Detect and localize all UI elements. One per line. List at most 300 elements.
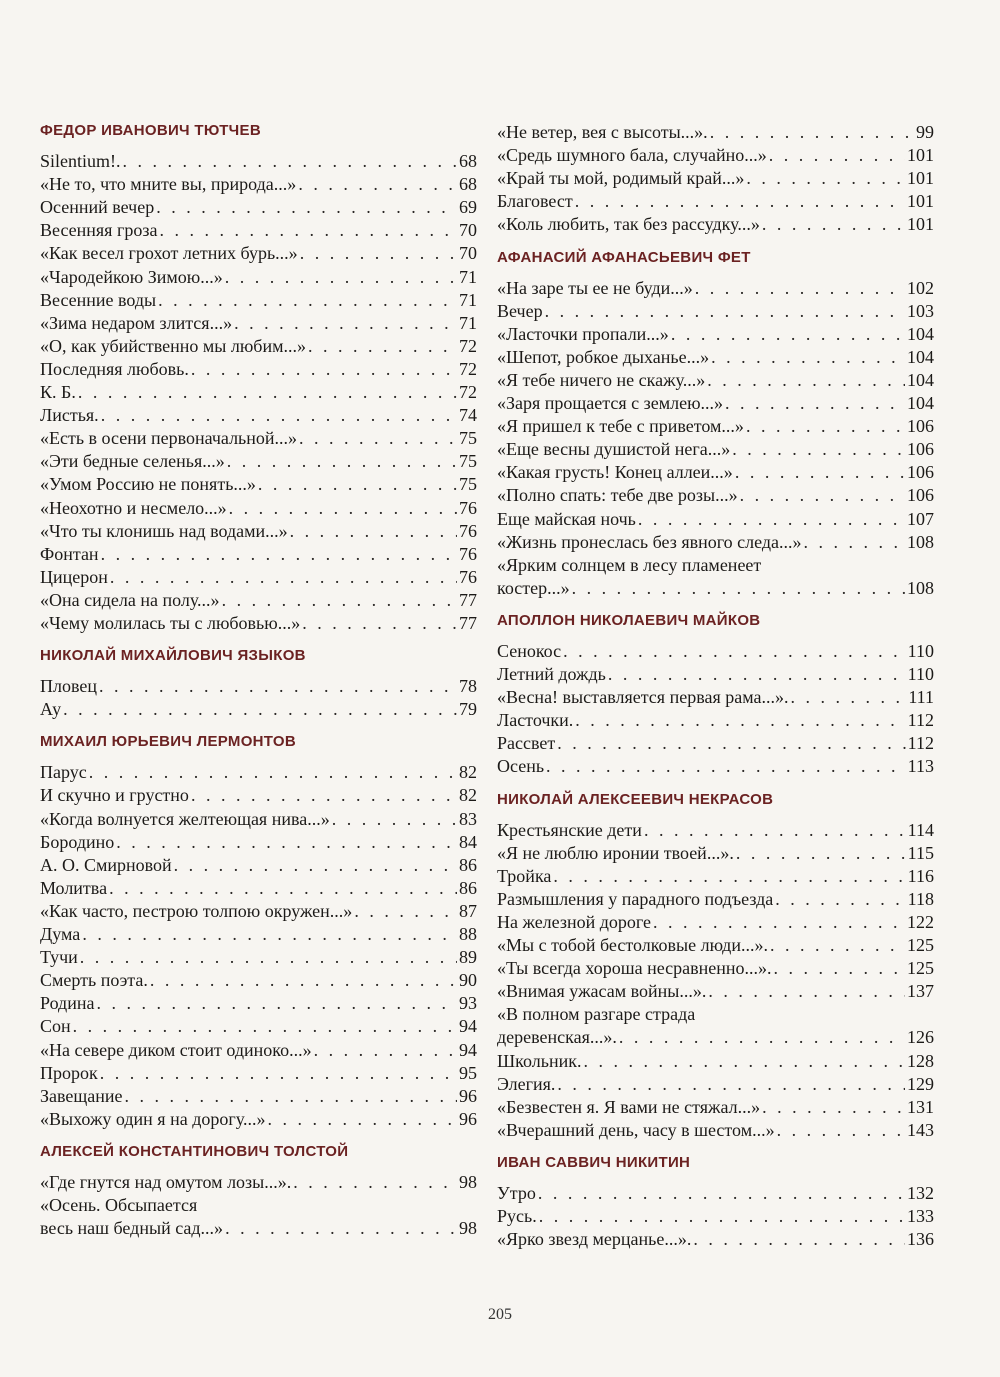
toc-entry-page: 75 bbox=[459, 474, 477, 495]
toc-entry[interactable] bbox=[497, 888, 934, 911]
dot-leader bbox=[583, 1050, 905, 1073]
toc-entry-title: «Безвестен я. Я вами не стяжал...» bbox=[497, 1096, 761, 1117]
toc-entry[interactable] bbox=[497, 369, 934, 392]
dot-leader bbox=[109, 877, 457, 900]
toc-entry[interactable] bbox=[497, 1026, 934, 1049]
dot-leader bbox=[78, 381, 457, 404]
toc-entry-page: 113 bbox=[907, 756, 934, 777]
toc-entry-title: Родина bbox=[40, 993, 95, 1014]
toc-entry-title: Осенний вечер bbox=[40, 197, 155, 218]
toc-entry[interactable] bbox=[497, 1119, 934, 1142]
toc-entry[interactable] bbox=[40, 831, 477, 854]
toc-entry-title: костер...» bbox=[497, 577, 570, 598]
toc-entry-title: Элегия. bbox=[497, 1073, 556, 1094]
dot-leader bbox=[746, 167, 905, 190]
toc-entry-page: 78 bbox=[459, 676, 477, 697]
dot-leader bbox=[575, 709, 905, 732]
toc-entry-page: 95 bbox=[459, 1062, 477, 1083]
toc-entry[interactable] bbox=[497, 577, 934, 600]
toc-entry-page: 103 bbox=[907, 300, 934, 321]
toc-entry-page: 69 bbox=[459, 197, 477, 218]
toc-entry[interactable] bbox=[497, 531, 934, 554]
toc-entry-page: 101 bbox=[907, 145, 934, 166]
toc-entry-title: «Есть в осени первоначальной...» bbox=[40, 428, 298, 449]
author-heading: ИВАН САВВИЧ НИКИТИН bbox=[497, 1153, 691, 1171]
toc-entry-page: 106 bbox=[907, 439, 934, 460]
toc-entry-title: «Коль любить, так без рассудку...» bbox=[497, 214, 760, 235]
toc-entry[interactable] bbox=[497, 640, 934, 663]
dot-leader bbox=[710, 121, 914, 144]
toc-entry-page: 110 bbox=[907, 640, 934, 661]
toc-entry[interactable] bbox=[40, 473, 477, 496]
toc-entry-page: 96 bbox=[459, 1085, 477, 1106]
toc-entry[interactable] bbox=[40, 497, 477, 520]
dot-leader bbox=[300, 242, 457, 265]
toc-entry-page: 72 bbox=[459, 382, 477, 402]
dot-leader bbox=[267, 1108, 457, 1131]
toc-entry-page: 99 bbox=[916, 122, 934, 142]
toc-entry[interactable] bbox=[497, 1096, 934, 1119]
author-heading: НИКОЛАЙ МИХАЙЛОВИЧ ЯЗЫКОВ bbox=[40, 647, 306, 665]
toc-entry[interactable] bbox=[40, 761, 477, 784]
toc-entry[interactable] bbox=[40, 784, 477, 807]
toc-entry[interactable] bbox=[40, 543, 477, 566]
toc-entry[interactable] bbox=[40, 242, 477, 265]
toc-entry-page: 106 bbox=[907, 462, 934, 483]
toc-entry[interactable] bbox=[40, 992, 477, 1015]
toc-entry-page: 89 bbox=[459, 947, 477, 968]
toc-entry-title: Парус bbox=[40, 762, 87, 783]
dot-leader bbox=[557, 1073, 905, 1096]
toc-entry-page: 137 bbox=[907, 981, 934, 1002]
toc-entry-page: 101 bbox=[907, 214, 934, 235]
toc-entry[interactable] bbox=[40, 266, 477, 289]
toc-entry-title: «Чародейкою Зимою...» bbox=[40, 266, 223, 287]
toc-entry-title: «Весна! выставляется первая рама...». bbox=[497, 687, 789, 708]
toc-entry-page: 94 bbox=[459, 1039, 477, 1060]
toc-entry-page: 86 bbox=[459, 877, 477, 898]
toc-entry-page: 129 bbox=[907, 1073, 934, 1094]
toc-entry[interactable] bbox=[40, 1217, 477, 1240]
author-heading: ФЕДОР ИВАНОВИЧ ТЮТЧЕВ bbox=[40, 122, 261, 139]
toc-entry-page: 131 bbox=[907, 1096, 934, 1117]
toc-entry-page: 76 bbox=[459, 543, 477, 564]
toc-entry-title: Русь. bbox=[497, 1206, 537, 1226]
toc-entry[interactable] bbox=[497, 1182, 934, 1205]
dot-leader bbox=[123, 150, 458, 173]
toc-entry-title: «Вчерашний день, часу в шестом...» bbox=[497, 1119, 775, 1140]
toc-entry-page: 108 bbox=[907, 531, 934, 552]
toc-entry-title: Последняя любовь. bbox=[40, 358, 189, 379]
toc-entry-page: 72 bbox=[459, 358, 477, 379]
dot-leader bbox=[736, 842, 906, 865]
toc-entry-title: Молитва bbox=[40, 877, 108, 898]
toc-entry-page: 106 bbox=[907, 416, 934, 437]
toc-entry[interactable] bbox=[40, 589, 477, 612]
toc-entry-page: 102 bbox=[907, 277, 934, 298]
toc-entry[interactable] bbox=[40, 335, 477, 358]
toc-entry-page: 128 bbox=[907, 1050, 934, 1071]
toc-entry-page: 122 bbox=[907, 911, 934, 932]
toc-entry-title: «Чему молилась ты с любовью...» bbox=[40, 613, 301, 633]
toc-entry-page: 77 bbox=[459, 613, 477, 633]
toc-entry-title: «Край ты мой, родимый край...» bbox=[497, 168, 745, 189]
dot-leader bbox=[563, 640, 906, 663]
toc-entry-title: «Полно спать: тебе две розы...» bbox=[497, 485, 738, 506]
toc-entry[interactable] bbox=[497, 865, 934, 888]
toc-entry[interactable] bbox=[497, 346, 934, 369]
dot-leader bbox=[790, 686, 906, 709]
toc-entry[interactable] bbox=[40, 520, 477, 543]
dot-leader bbox=[314, 1039, 457, 1062]
author-heading: АПОЛЛОН НИКОЛАЕВИЧ МАЙКОВ bbox=[497, 611, 761, 629]
toc-entry-page: 76 bbox=[459, 566, 477, 587]
toc-entry-title: «Как часто, пестрою толпою окружен...» bbox=[40, 900, 353, 921]
toc-entry[interactable] bbox=[40, 877, 477, 900]
toc-entry-title: А. О. Смирновой bbox=[40, 854, 172, 875]
toc-entry[interactable] bbox=[497, 709, 934, 732]
toc-entry[interactable] bbox=[497, 461, 934, 484]
toc-entry[interactable] bbox=[497, 1205, 934, 1228]
toc-entry-page: 84 bbox=[459, 831, 477, 852]
toc-entry-page: 71 bbox=[459, 266, 477, 287]
toc-entry-page: 112 bbox=[907, 733, 934, 754]
toc-entry[interactable] bbox=[497, 819, 934, 842]
toc-entry-title: Смерть поэта. bbox=[40, 970, 148, 991]
toc-entry[interactable] bbox=[497, 121, 934, 144]
dot-leader bbox=[100, 1062, 457, 1085]
toc-entry-page: 93 bbox=[459, 993, 477, 1014]
toc-entry-title: Бородино bbox=[40, 831, 115, 852]
dot-leader bbox=[158, 289, 457, 312]
dot-leader bbox=[638, 508, 905, 531]
dot-leader bbox=[156, 196, 457, 219]
dot-leader bbox=[258, 473, 457, 496]
dot-leader bbox=[227, 450, 457, 473]
toc-entry-title: «Не ветер, вея с высоты...». bbox=[497, 122, 708, 142]
toc-entry-title: весь наш бедный сад...» bbox=[40, 1218, 224, 1239]
toc-entry-page: 118 bbox=[907, 888, 934, 909]
toc-entry-title: «Выхожу один я на дорогу...» bbox=[40, 1108, 266, 1129]
toc-entry-page: 132 bbox=[907, 1182, 934, 1203]
page-number: 205 bbox=[488, 1306, 512, 1323]
toc-entry-page: 82 bbox=[459, 785, 477, 806]
toc-entry-page: 82 bbox=[459, 762, 477, 783]
toc-entry-page: 76 bbox=[459, 497, 477, 518]
dot-leader bbox=[290, 520, 457, 543]
toc-entry-title: Цицерон bbox=[40, 566, 108, 587]
toc-entry-title: К. Б. bbox=[40, 382, 76, 402]
toc-entry[interactable] bbox=[40, 1085, 477, 1108]
dot-leader bbox=[96, 992, 457, 1015]
toc-entry-title: Сон bbox=[40, 1016, 71, 1037]
toc-entry-title: Дума bbox=[40, 924, 81, 944]
dot-leader bbox=[191, 784, 457, 807]
toc-entry-page: 71 bbox=[459, 289, 477, 310]
toc-entry[interactable] bbox=[497, 911, 934, 934]
toc-entry[interactable] bbox=[497, 957, 934, 980]
dot-leader bbox=[174, 854, 457, 877]
toc-entry-page: 77 bbox=[459, 589, 477, 610]
toc-entry-page: 71 bbox=[459, 312, 477, 333]
dot-leader bbox=[354, 900, 457, 923]
toc-entry-title: Пловец bbox=[40, 676, 97, 697]
toc-entry[interactable] bbox=[40, 1015, 477, 1038]
dot-leader bbox=[575, 190, 905, 213]
dot-leader bbox=[545, 300, 905, 323]
dot-leader bbox=[225, 266, 457, 289]
toc-entry-page: 104 bbox=[907, 393, 934, 413]
toc-entry-title: «Умом Россию не понять...» bbox=[40, 474, 256, 495]
dot-leader bbox=[653, 911, 905, 934]
toc-entry[interactable] bbox=[497, 144, 934, 167]
dot-leader bbox=[608, 663, 906, 686]
toc-entry[interactable] bbox=[497, 980, 934, 1003]
toc-entry-title: «На заре ты ее не буди...» bbox=[497, 277, 693, 298]
toc-entry-title: Размышления у парадного подъезда bbox=[497, 888, 774, 909]
toc-entry-page: 88 bbox=[459, 924, 477, 944]
toc-entry[interactable] bbox=[497, 323, 934, 346]
dot-leader bbox=[762, 213, 905, 236]
dot-leader bbox=[110, 566, 457, 589]
toc-entry-page: 83 bbox=[459, 808, 477, 829]
dot-leader bbox=[769, 144, 905, 167]
toc-entry-page: 112 bbox=[907, 710, 934, 731]
toc-entry-page: 86 bbox=[459, 854, 477, 875]
toc-entry[interactable] bbox=[40, 808, 477, 831]
toc-entry[interactable] bbox=[497, 213, 934, 236]
dot-leader bbox=[671, 323, 905, 346]
toc-entry-title: Утро bbox=[497, 1182, 536, 1203]
toc-entry-title: «Когда волнуется желтеющая нива...» bbox=[40, 808, 330, 829]
toc-entry-page: 75 bbox=[459, 428, 477, 449]
toc-entry[interactable] bbox=[40, 1108, 477, 1131]
toc-entry-page: 143 bbox=[907, 1119, 934, 1140]
toc-entry[interactable] bbox=[40, 854, 477, 877]
toc-entry-title: Silentium!. bbox=[40, 151, 121, 171]
toc-entry-page: 70 bbox=[459, 243, 477, 264]
toc-entry[interactable] bbox=[40, 969, 477, 992]
dot-leader bbox=[777, 1119, 905, 1142]
toc-entry-page: 75 bbox=[459, 451, 477, 472]
toc-entry[interactable] bbox=[40, 450, 477, 473]
toc-entry-page: 115 bbox=[907, 842, 934, 863]
toc-entry-title: «Еще весны душистой нега...» bbox=[497, 439, 731, 460]
toc-entry[interactable] bbox=[497, 934, 934, 957]
toc-entry[interactable] bbox=[497, 732, 934, 755]
dot-leader bbox=[619, 1026, 905, 1049]
dot-leader bbox=[539, 1205, 905, 1228]
toc-entry-title: деревенская...». bbox=[497, 1027, 617, 1048]
dot-leader bbox=[101, 543, 457, 566]
toc-entry-page: 74 bbox=[459, 405, 477, 426]
dot-leader bbox=[298, 173, 457, 196]
dot-leader bbox=[695, 277, 905, 300]
dot-leader bbox=[746, 415, 905, 438]
toc-entry-title: «Зима недаром злится...» bbox=[40, 312, 233, 333]
dot-leader bbox=[89, 761, 457, 784]
toc-entry-title: «Я пришел к тебе с приветом...» bbox=[497, 416, 744, 437]
toc-entry-page: 87 bbox=[459, 900, 477, 921]
toc-entry-page: 108 bbox=[907, 577, 934, 598]
toc-entry-page: 107 bbox=[907, 508, 934, 529]
toc-entry-title: Тучи bbox=[40, 947, 78, 968]
dot-leader bbox=[99, 675, 457, 698]
dot-leader bbox=[225, 1217, 457, 1240]
toc-entry-page: 98 bbox=[459, 1218, 477, 1239]
toc-entry-page: 125 bbox=[907, 958, 934, 979]
toc-entry[interactable] bbox=[40, 698, 477, 721]
toc-entry-page: 76 bbox=[459, 520, 477, 541]
dot-leader bbox=[708, 980, 905, 1003]
toc-entry-title: На железной дороге bbox=[497, 911, 652, 932]
toc-entry[interactable] bbox=[40, 427, 477, 450]
toc-entry[interactable] bbox=[497, 842, 934, 865]
toc-entry[interactable] bbox=[40, 404, 477, 427]
toc-entry-first-line: «В полном разгаре страда bbox=[497, 1004, 696, 1025]
toc-entry-title: Пророк bbox=[40, 1062, 98, 1083]
toc-entry-title: «Неохотно и несмело...» bbox=[40, 497, 227, 518]
toc-entry-page: 94 bbox=[459, 1016, 477, 1037]
dot-leader bbox=[101, 404, 457, 427]
dot-leader bbox=[804, 531, 905, 554]
dot-leader bbox=[644, 819, 906, 842]
toc-entry-title: «Она сидела на полу...» bbox=[40, 589, 220, 610]
toc-entry-page: 111 bbox=[908, 687, 934, 708]
toc-entry-page: 70 bbox=[459, 220, 477, 241]
toc-entry-page: 104 bbox=[907, 323, 934, 344]
toc-entry-title: Сенокос bbox=[497, 640, 562, 661]
toc-entry[interactable] bbox=[40, 1062, 477, 1085]
toc-entry[interactable] bbox=[40, 219, 477, 242]
toc-entry-title: Благовест bbox=[497, 191, 573, 212]
toc-entry[interactable] bbox=[40, 923, 477, 946]
dot-leader bbox=[299, 427, 457, 450]
dot-leader bbox=[63, 698, 457, 721]
toc-entry-title: «О, как убийственно мы любим...» bbox=[40, 335, 306, 356]
dot-leader bbox=[711, 346, 905, 369]
toc-entry[interactable] bbox=[40, 196, 477, 219]
dot-leader bbox=[732, 438, 905, 461]
toc-entry-title: Осень bbox=[497, 756, 545, 777]
toc-entry[interactable] bbox=[40, 150, 477, 173]
dot-leader bbox=[332, 808, 457, 831]
toc-entry-title: «Заря прощается с землею...» bbox=[497, 393, 724, 413]
dot-leader bbox=[191, 358, 457, 381]
toc-entry[interactable] bbox=[497, 755, 934, 778]
toc-entry[interactable] bbox=[497, 484, 934, 507]
dot-leader bbox=[775, 888, 905, 911]
toc-entry[interactable] bbox=[497, 277, 934, 300]
toc-entry-page: 104 bbox=[907, 369, 934, 390]
dot-leader bbox=[693, 1228, 905, 1251]
toc-entry-first-line: «Осень. Обсыпается bbox=[40, 1195, 198, 1215]
toc-entry-title: «Эти бедные селенья...» bbox=[40, 451, 225, 472]
toc-entry-title: «Ты всегда хороша несравненно...». bbox=[497, 958, 772, 979]
toc-entry[interactable] bbox=[40, 358, 477, 381]
toc-entry[interactable] bbox=[40, 173, 477, 196]
toc-entry[interactable] bbox=[40, 900, 477, 923]
toc-entry[interactable] bbox=[497, 438, 934, 461]
toc-entry[interactable] bbox=[497, 392, 934, 415]
dot-leader bbox=[308, 335, 457, 358]
toc-entry-title: Крестьянские дети bbox=[497, 819, 642, 840]
toc-entry-title: «Что ты клонишь над водами...» bbox=[40, 520, 288, 541]
dot-leader bbox=[557, 732, 905, 755]
toc-entry[interactable] bbox=[40, 289, 477, 312]
toc-entry-title: Ау bbox=[40, 699, 62, 720]
toc-entry[interactable] bbox=[40, 1039, 477, 1062]
toc-entry-title: Вечер bbox=[497, 300, 543, 321]
toc-entry-title: И скучно и грустно bbox=[40, 785, 189, 806]
toc-entry-title: «Где гнутся над омутом лозы...». bbox=[40, 1171, 292, 1192]
toc-entry[interactable] bbox=[40, 566, 477, 589]
toc-entry-title: Ласточки. bbox=[497, 710, 574, 731]
toc-entry[interactable] bbox=[40, 675, 477, 698]
toc-entry[interactable] bbox=[497, 300, 934, 323]
dot-leader bbox=[234, 312, 457, 335]
dot-leader bbox=[740, 484, 905, 507]
toc-entry[interactable] bbox=[40, 946, 477, 969]
toc-entry-title: Школьник. bbox=[497, 1050, 582, 1071]
dot-leader bbox=[770, 934, 905, 957]
toc-entry[interactable] bbox=[40, 612, 477, 635]
dot-leader bbox=[774, 957, 905, 980]
toc-entry[interactable] bbox=[497, 1050, 934, 1073]
toc-entry[interactable] bbox=[40, 312, 477, 335]
author-heading: АЛЕКСЕЙ КОНСТАНТИНОВИЧ ТОЛСТОЙ bbox=[40, 1142, 349, 1160]
toc-entry[interactable] bbox=[497, 167, 934, 190]
toc-entry[interactable] bbox=[497, 190, 934, 213]
toc-entry[interactable] bbox=[40, 381, 477, 404]
toc-entry[interactable] bbox=[497, 663, 934, 686]
dot-leader bbox=[572, 577, 905, 600]
dot-leader bbox=[82, 923, 457, 946]
toc-entry[interactable] bbox=[497, 1228, 934, 1251]
toc-entry-title: «Жизнь пронеслась без явного следа...» bbox=[497, 531, 802, 552]
toc-entry-title: «Какая грусть! Конец аллеи...» bbox=[497, 462, 733, 483]
dot-leader bbox=[125, 1085, 458, 1108]
toc-entry-title: «Ласточки пропали...» bbox=[497, 323, 669, 344]
toc-entry-title: «Я не люблю иронии твоей...». bbox=[497, 842, 734, 863]
toc-entry-page: 72 bbox=[459, 335, 477, 356]
toc-entry[interactable] bbox=[497, 415, 934, 438]
dot-leader bbox=[546, 755, 906, 778]
toc-entry-title: Еще майская ночь bbox=[497, 508, 636, 529]
toc-entry-page: 125 bbox=[907, 935, 934, 955]
toc-entry-title: «На севере диком стоит одиноко...» bbox=[40, 1039, 312, 1060]
toc-entry-page: 98 bbox=[459, 1171, 477, 1192]
toc-entry-title: «Шепот, робкое дыханье...» bbox=[497, 346, 710, 367]
toc-entry-page: 90 bbox=[459, 970, 477, 991]
toc-entry-title: Завещание bbox=[40, 1085, 123, 1106]
toc-entry[interactable] bbox=[40, 1171, 477, 1194]
toc-entry-title: Летний дождь bbox=[497, 664, 606, 684]
toc-entry[interactable] bbox=[497, 1073, 934, 1096]
toc-entry-page: 101 bbox=[907, 168, 934, 189]
toc-entry-page: 136 bbox=[907, 1229, 934, 1250]
toc-entry-title: «Я тебе ничего не скажу...» bbox=[497, 369, 706, 390]
dot-leader bbox=[73, 1015, 457, 1038]
toc-entry-title: «Средь шумного бала, случайно...» bbox=[497, 145, 767, 166]
toc-entry-title: Тройка bbox=[497, 865, 552, 886]
toc-entry-title: Весенняя гроза bbox=[40, 220, 158, 241]
toc-entry[interactable] bbox=[497, 508, 934, 531]
dot-leader bbox=[762, 1096, 905, 1119]
toc-entry-title: Весенние воды bbox=[40, 289, 157, 310]
toc-entry[interactable] bbox=[497, 686, 934, 709]
toc-entry-title: Рассвет bbox=[497, 733, 556, 754]
